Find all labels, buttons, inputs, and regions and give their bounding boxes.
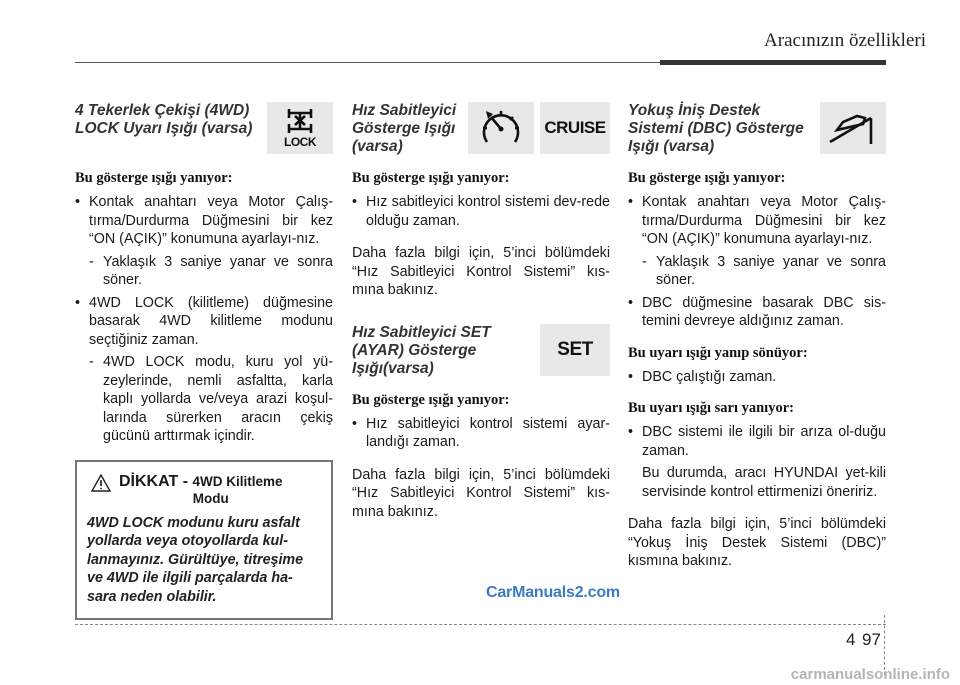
sub-item: - Yaklaşık 3 saniye yanar ve sonra söner. [642, 253, 886, 290]
column-2 [352, 102, 610, 521]
page-number: 97 [862, 630, 881, 649]
section-cruise-set [352, 324, 610, 378]
bullet-item: • Hız sabitleyici kontrol sistemi dev-rede olduğu zaman. [352, 193, 610, 230]
header-rule-accent [660, 60, 886, 65]
lead-text: Bu gösterge ışığı yanıyor: [628, 170, 786, 186]
paragraph: Daha fazla bilgi için, 5’inci bölümdeki “Hız Sabitleyici Kontrol Sistemi” kıs-mına bakınız. [352, 245, 610, 298]
bullet-item: • DBC sistemi ile ilgili bir arıza ol-duğu zaman. [628, 423, 886, 460]
cruise-icon-label: CRUISE [544, 118, 606, 137]
drivetrain-icon [285, 107, 315, 135]
caution-box [75, 460, 333, 621]
4wd-lock-icon [267, 102, 333, 154]
section-title: Hız Sabitleyici Gösterge Işığı (varsa) [352, 102, 457, 155]
caution-subtitle: 4WD Kilitleme [192, 473, 283, 489]
column-3 [628, 102, 886, 571]
sub-item: - 4WD LOCK modu, kuru yol yü-zeylerinde, nemli asfaltta, karla kaplı yollarda ve/veya arazi koşul-larında sürerken aracın çekiş gücünü arttırmak içindir. [89, 353, 333, 446]
column-1 [75, 102, 333, 620]
paragraph: Daha fazla bilgi için, 5’inci bölümdeki “Hız Sabitleyici Kontrol Sistemi” kıs-mına bakınız. [352, 466, 610, 520]
section-title: Hız Sabitleyici SET (AYAR) Gösterge Işığı(varsa) [352, 323, 491, 377]
caution-subtitle-line2: Modu [192, 490, 229, 506]
section-title: 4 Tekerlek Çekişi (4WD) LOCK Uyarı Işığı (varsa) [75, 102, 253, 137]
bullet-item: • Kontak anahtarı veya Motor Çalış-tırma/Durdurma Düğmesini bir kez “ON (AÇIK)” konumuna ayarlayı-nız. [75, 193, 333, 249]
bullet-item: • Kontak anahtarı veya Motor Çalış-tırma/Durdurma Düğmesini bir kez “ON (AÇIK)” konumuna ayarlayı-nız. [628, 193, 886, 249]
cruise-text-icon [540, 102, 610, 154]
lock-icon-label: LOCK [284, 135, 316, 149]
caution-title: DİKKAT - [119, 472, 189, 490]
lead-text: Bu gösterge ışığı yanıyor: [352, 170, 510, 186]
set-icon [540, 324, 610, 376]
lead-text: Bu gösterge ışığı yanıyor: [352, 391, 510, 408]
caution-body: 4WD LOCK modunu kuru asfalt yollarda veya otoyollarda kul-lanmayınız. Gürültüye, titreşime ve 4WD ile ilgili parçalarda ha-sara neden olabilir. [87, 514, 304, 605]
bullet-item: • DBC düğmesine basarak DBC sis-temini devreye aldığınız zaman. [628, 294, 886, 331]
bullet-item: • Hız sabitleyici kontrol sistemi ayar-landığı zaman. [352, 415, 610, 452]
lead-text: Bu uyarı ışığı sarı yanıyor: [628, 400, 794, 416]
sub-item: - Yaklaşık 3 saniye yanar ve sonra söner. [89, 253, 333, 290]
bullet-item: • 4WD LOCK (kilitleme) düğmesine basarak 4WD kilitleme modunu seçtiğiniz zaman. [75, 294, 333, 350]
watermark-link[interactable]: CarManuals2.com [486, 584, 620, 601]
paragraph: Daha fazla bilgi için, 5’inci bölümdeki “Yokuş İniş Destek Sistemi (DBC)” kısmına bakınız. [628, 516, 886, 569]
lead-text: Bu gösterge ışığı yanıyor: [75, 170, 233, 186]
bullet-continuation: Bu durumda, aracı HYUNDAI yet-kili servisinde kontrol ettirmenizi öneririz. [642, 465, 886, 500]
chapter-number: 4 [846, 630, 856, 649]
cruise-speedometer-icon [468, 102, 534, 154]
warning-triangle-icon [91, 474, 111, 492]
lead-text: Bu uyarı ışığı yanıp sönüyor: [628, 344, 808, 361]
speedometer-icon [479, 108, 523, 148]
site-watermark[interactable]: carmanualsonline.info [790, 666, 950, 683]
header-rule [75, 62, 660, 63]
section-cruise [352, 102, 610, 156]
dbc-hill-descent-icon [820, 102, 886, 154]
section-4wd-lock [75, 102, 333, 156]
page-header-title: Aracınızın özellikleri [764, 30, 926, 51]
set-icon-label: SET [557, 338, 593, 360]
footer-rule [75, 624, 886, 625]
section-dbc [628, 102, 886, 156]
section-title: Yokuş İniş Destek Sistemi (DBC) Gösterge Işığı (varsa) [628, 102, 804, 155]
car-downhill-icon [827, 108, 879, 148]
bullet-item: • DBC çalıştığı zaman. [628, 368, 886, 387]
